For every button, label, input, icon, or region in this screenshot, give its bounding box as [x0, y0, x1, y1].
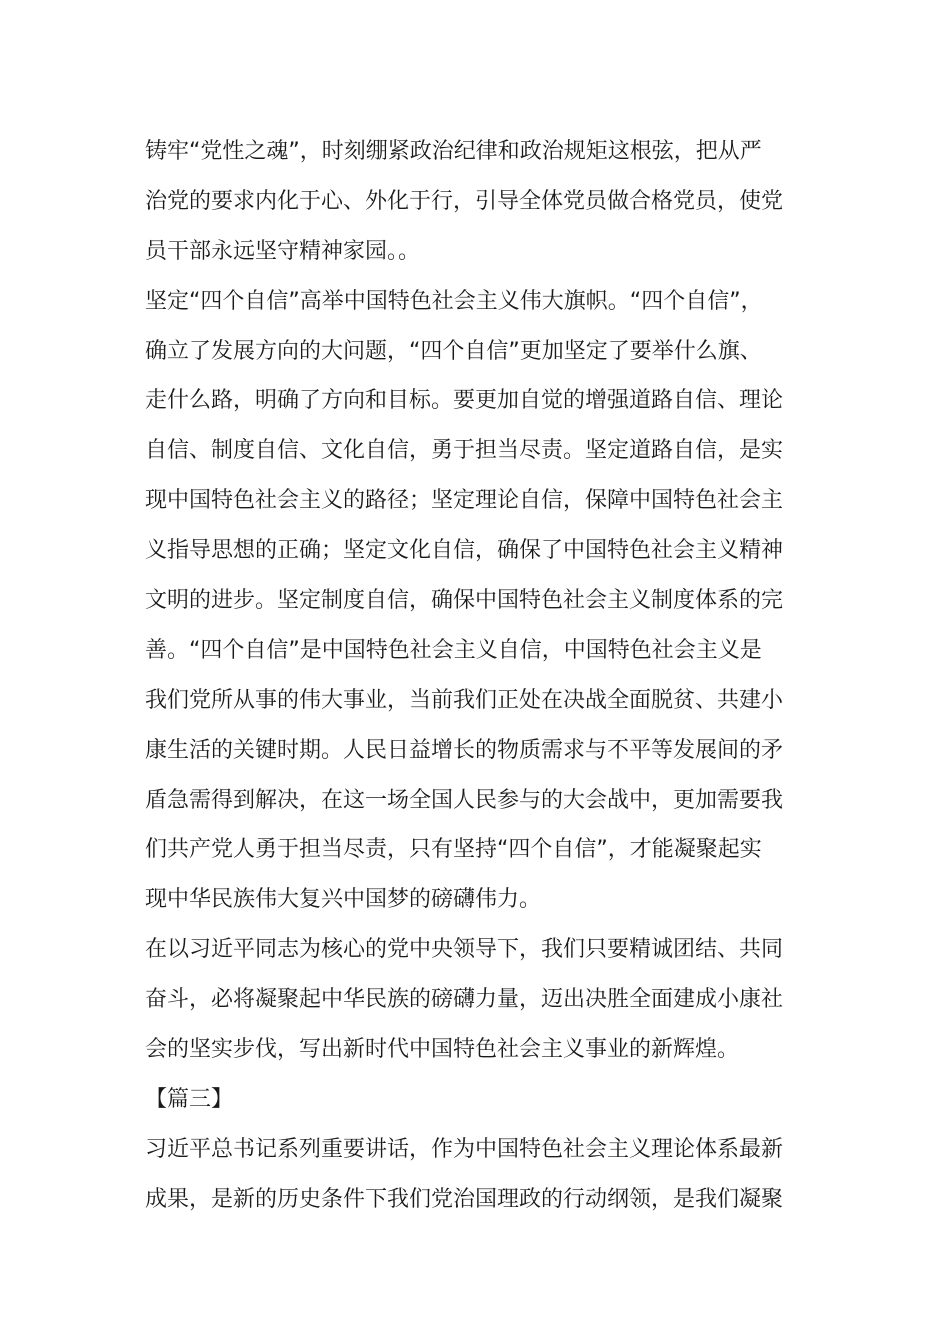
text-line: 现中华民族伟大复兴中国梦的磅礴伟力。 — [145, 887, 542, 913]
text-line: 自信、制度自信、文化自信，勇于担当尽责。坚定道路自信，是实 — [145, 438, 784, 464]
text-line: 康生活的关键时期。人民日益增长的物质需求与不平等发展间的矛 — [145, 737, 784, 763]
text-line: 文明的进步。坚定制度自信，确保中国特色社会主义制度体系的完 — [145, 588, 784, 614]
text-line: 走什么路，明确了方向和目标。要更加自觉的增强道路自信、理论 — [145, 388, 784, 414]
text-line: 们共产党人勇于担当尽责，只有坚持“四个自信”，才能凝聚起实 — [145, 837, 762, 863]
text-line: 盾急需得到解决，在这一场全国人民参与的大会战中，更加需要我 — [145, 787, 784, 813]
text-line: 确立了发展方向的大问题，“四个自信”更加坚定了要举什么旗、 — [145, 338, 762, 364]
text-line: 善。“四个自信”是中国特色社会主义自信，中国特色社会主义是 — [145, 637, 762, 663]
text-line: 坚定“四个自信”高举中国特色社会主义伟大旗帜。“四个自信”， — [145, 288, 763, 314]
text-line: 奋斗，必将凝聚起中华民族的磅礴力量，迈出决胜全面建成小康社 — [145, 987, 784, 1013]
text-line: 成果，是新的历史条件下我们党治国理政的行动纲领，是我们凝聚 — [145, 1186, 784, 1212]
text-line: 我们党所从事的伟大事业，当前我们正处在决战全面脱贫、共建小 — [145, 687, 784, 713]
document-body — [145, 127, 805, 1225]
text-line: 会的坚实步伐，写出新时代中国特色社会主义事业的新辉煌。 — [145, 1037, 740, 1063]
section-heading: 【篇三】 — [145, 1086, 234, 1112]
text-line: 在以习近平同志为核心的党中央领导下，我们只要精诚团结、共同 — [145, 937, 784, 963]
text-line: 治党的要求内化于心、外化于行，引导全体党员做合格党员，使党 — [145, 188, 784, 214]
text-line: 员干部永远坚守精神家园。。 — [145, 238, 421, 264]
text-line: 习近平总书记系列重要讲话，作为中国特色社会主义理论体系最新 — [145, 1136, 784, 1162]
text-line: 铸牢“党性之魂”，时刻绷紧政治纪律和政治规矩这根弦，把从严 — [145, 139, 762, 164]
text-line: 义指导思想的正确；坚定文化自信，确保了中国特色社会主义精神 — [145, 538, 784, 564]
text-line: 现中国特色社会主义的路径；坚定理论自信，保障中国特色社会主 — [145, 488, 784, 514]
